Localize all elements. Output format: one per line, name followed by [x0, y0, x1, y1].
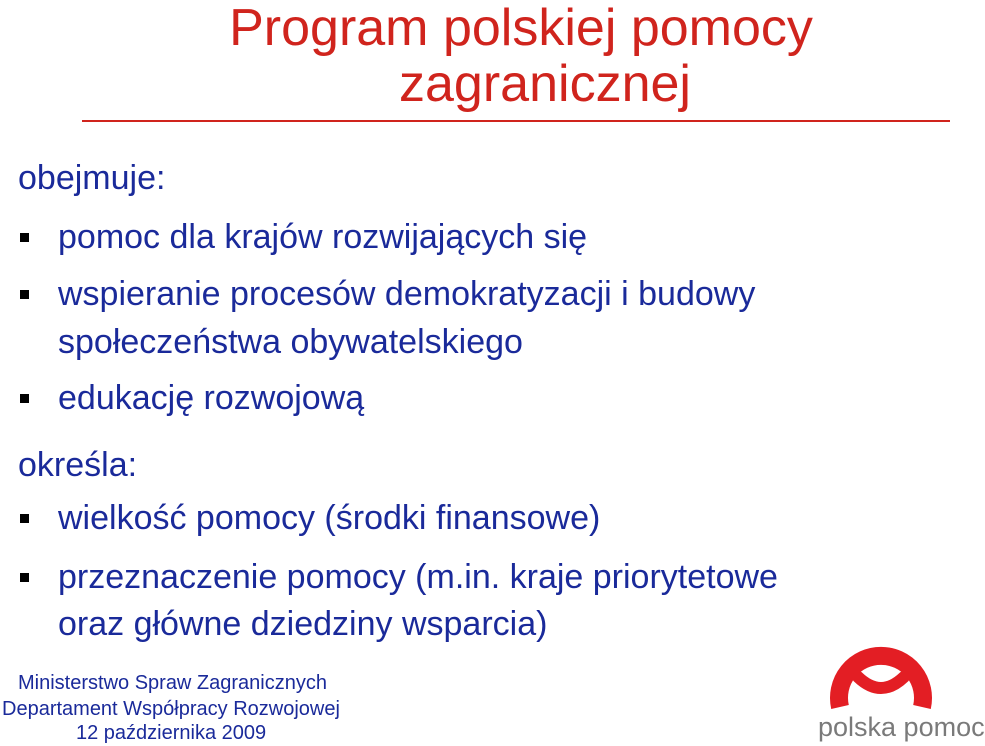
bullet-square-icon: [20, 290, 29, 299]
bullet-square-icon: [20, 573, 29, 582]
title-underline: [82, 120, 950, 122]
slide-title-line1: Program polskiej pomocy: [229, 0, 813, 57]
slide-title: [80, 0, 950, 112]
footer-ministry: Ministerstwo Spraw Zagranicznych: [18, 672, 327, 694]
list-item-continuation: oraz główne dziedziny wsparcia): [58, 605, 548, 643]
slide-title-line2: zagranicznej: [399, 55, 691, 113]
list-item: wielkość pomocy (środki finansowe): [58, 499, 601, 537]
bullet-square-icon: [20, 394, 29, 403]
list-item: edukację rozwojową: [58, 379, 365, 417]
list-item-continuation: społeczeństwa obywatelskiego: [58, 323, 523, 361]
list-item: pomoc dla krajów rozwijających się: [58, 218, 588, 256]
section-label-okresla: określa:: [18, 446, 138, 484]
footer-date: 12 października 2009: [76, 722, 267, 744]
footer-department: Departament Współpracy Rozwojowej: [2, 698, 340, 720]
bullet-square-icon: [20, 514, 29, 523]
list-item: przeznaczenie pomocy (m.in. kraje priorytetowe: [58, 558, 778, 596]
section-label-obejmuje: obejmuje:: [18, 159, 166, 197]
list-item: wspieranie procesów demokratyzacji i budowy: [58, 275, 756, 313]
bullet-square-icon: [20, 233, 29, 242]
logo-wordmark: polska pomoc: [818, 712, 985, 742]
